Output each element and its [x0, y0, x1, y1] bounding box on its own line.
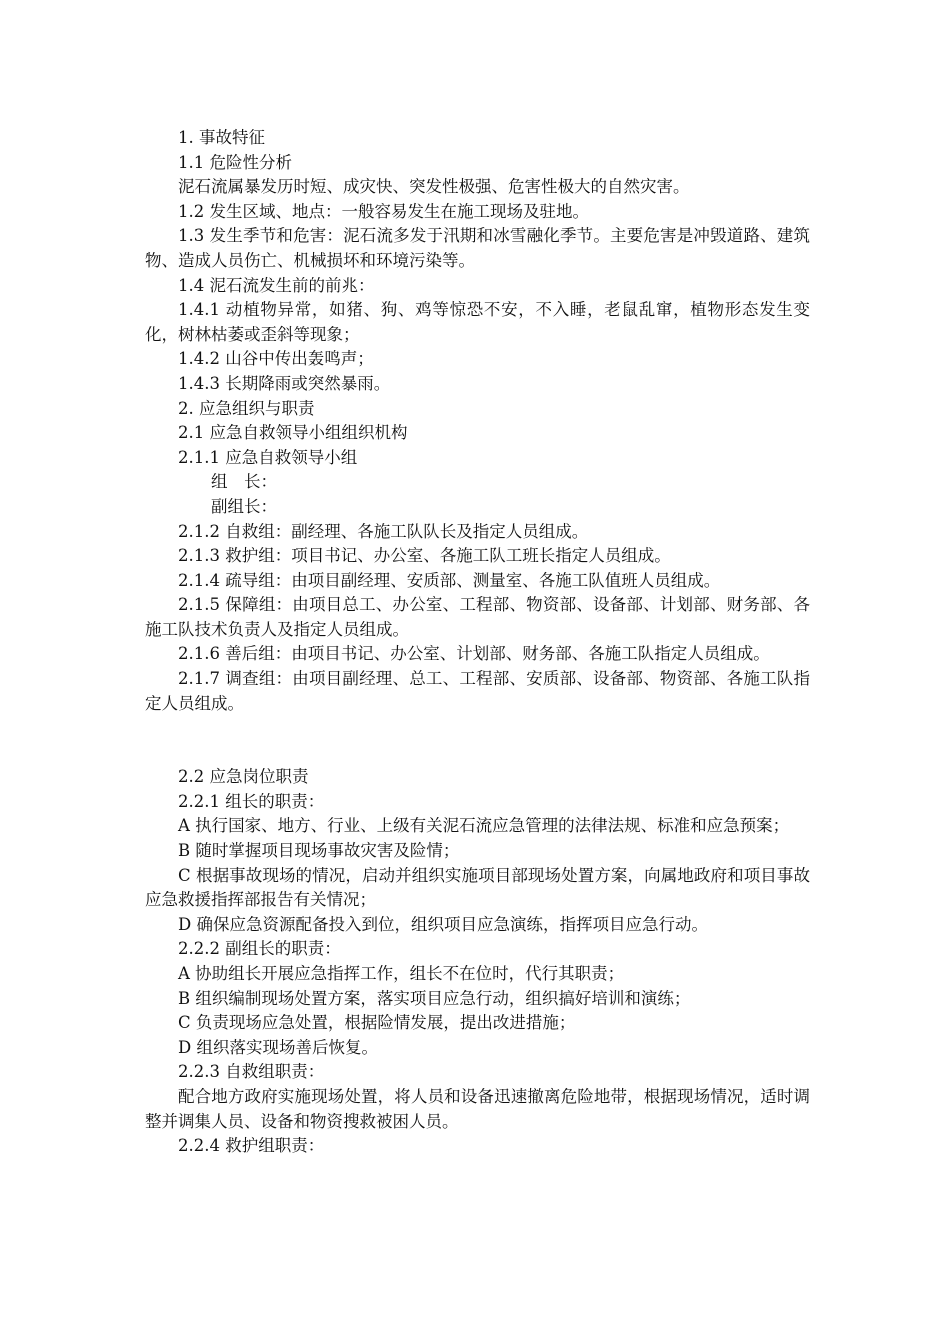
heading-accident-features: 1. 事故特征	[178, 128, 265, 147]
heading-org-structure: 2.1 应急自救领导小组组织机构	[178, 423, 408, 443]
paragraph: 配合地方政府实施现场处置，将人员和设备迅速撤离危险地带，根据现场情况，适时调整并调集人员、设备和物资搜救被困人员。	[145, 1086, 810, 1131]
paragraph: 泥石流属暴发历时短、成灾快、突发性极强、危害性极大的自然灾害。	[178, 177, 690, 197]
heading-risk-analysis: 1.1 危险性分析	[178, 152, 292, 172]
paragraph: 1.4.3 长期降雨或突然暴雨。	[178, 373, 391, 393]
heading-precursors: 1.4 泥石流发生前的前兆：	[178, 275, 375, 295]
paragraph: C 根据事故现场的情况，启动并组织实施项目部现场处置方案，向属地政府和项目事故应急救援指挥部报告有关情况；	[145, 865, 810, 910]
paragraph: 1.2 发生区域、地点：一般容易发生在施工现场及驻地。	[178, 201, 589, 221]
heading-self-rescue-duties: 2.2.3 自救组职责：	[178, 1062, 325, 1082]
paragraph: D 组织落实现场善后恢复。	[178, 1037, 378, 1057]
paragraph: D 确保应急资源配备投入到位，组织项目应急演练，指挥项目应急行动。	[178, 914, 708, 934]
paragraph: 1.4.1 动植物异常，如猪、狗、鸡等惊恐不安，不入睡，老鼠乱窜，植物形态发生变化，树林枯萎或歪斜等现象；	[145, 300, 810, 344]
paragraph: B 随时掌握项目现场事故灾害及险情；	[178, 841, 460, 861]
paragraph: 2.1.3 救护组：项目书记、办公室、各施工队工班长指定人员组成。	[178, 546, 671, 566]
heading-rescue-duties: 2.2.4 救护组职责：	[178, 1136, 325, 1156]
paragraph: C 负责现场应急处置，根据险情发展，提出改进措施；	[178, 1013, 576, 1033]
heading-leader-duties: 2.2.1 组长的职责：	[178, 791, 325, 811]
paragraph: 2.1.6 善后组：由项目书记、办公室、计划部、财务部、各施工队指定人员组成。	[178, 644, 770, 664]
paragraph: 1.3 发生季节和危害：泥石流多发于汛期和冰雪融化季节。主要危害是冲毁道路、建筑物、造成人员伤亡、机械损坏和环境污染等。	[145, 226, 810, 270]
paragraph: A 协助组长开展应急指挥工作，组长不在位时，代行其职责；	[178, 964, 625, 983]
leader-line: 组 长：	[211, 472, 277, 492]
paragraph: 2.1.2 自救组：副经理、各施工队队长及指定人员组成。	[178, 521, 589, 541]
blank-space	[145, 716, 810, 765]
heading-duties: 2.2 应急岗位职责	[178, 767, 309, 787]
paragraph: 1.4.2 山谷中传出轰鸣声；	[178, 349, 374, 369]
heading-deputy-duties: 2.2.2 副组长的职责：	[178, 939, 341, 959]
paragraph: A 执行国家、地方、行业、上级有关泥石流应急管理的法律法规、标准和应急预案；	[178, 816, 790, 836]
document-body	[145, 126, 810, 1159]
paragraph: 2.1.5 保障组：由项目总工、办公室、工程部、物资部、设备部、计划部、财务部、各施工队技术负责人及指定人员组成。	[145, 595, 810, 639]
paragraph: 2.1.7 调查组：由项目副经理、总工、工程部、安质部、设备部、物资部、各施工队指定人员组成。	[145, 669, 810, 713]
paragraph: 2.1.4 疏导组：由项目副经理、安质部、测量室、各施工队值班人员组成。	[178, 570, 721, 590]
heading-leading-group: 2.1.1 应急自救领导小组	[178, 447, 358, 467]
deputy-leader-line: 副组长：	[211, 496, 277, 516]
paragraph: B 组织编制现场处置方案，落实项目应急行动，组织搞好培训和演练；	[178, 988, 691, 1008]
heading-organization: 2. 应急组织与职责	[178, 398, 315, 418]
